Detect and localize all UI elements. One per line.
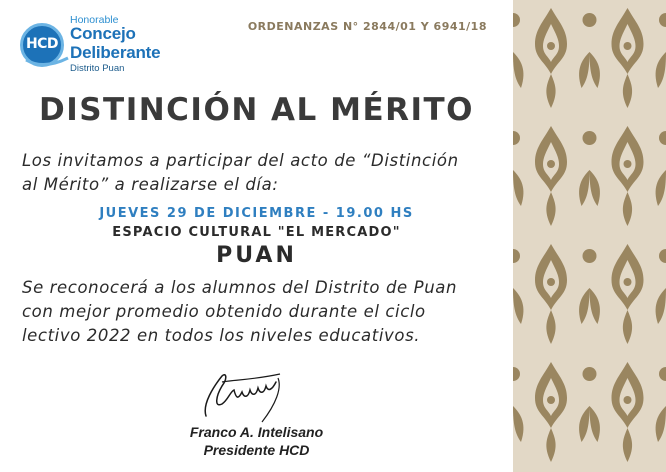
page-title: DISTINCIÓN AL MÉRITO: [38, 92, 475, 128]
intro-line-1: Los invitamos a participar del acto de “Distinción: [22, 151, 459, 170]
intro-line-2: al Mérito” a realizarse el día:: [22, 175, 279, 194]
signer-name: Franco A. Intelisano: [189, 424, 324, 440]
hcd-logo-badge-text: HCD: [25, 36, 59, 52]
handwritten-signature: [192, 364, 292, 424]
body-line-2: con mejor promedio obtenido durante el ciclo: [22, 302, 426, 321]
logo-swoosh-icon: [24, 54, 70, 70]
signer-title: Presidente HCD: [203, 442, 310, 458]
logo-concejo: Concejo: [70, 24, 136, 43]
body-line-1: Se reconocerá a los alumnos del Distrito de Puan: [22, 278, 458, 297]
body-line-3: lectivo 2022 en todos los niveles educativos.: [22, 326, 421, 345]
event-venue: ESPACIO CULTURAL "EL MERCADO": [112, 225, 401, 240]
ordinance-reference: ORDENANZAS N° 2844/01 Y 6941/18: [247, 20, 487, 33]
logo-district: Distrito Puan: [70, 63, 125, 74]
intro-paragraph: [22, 149, 492, 197]
logo-deliberante: Deliberante: [70, 43, 161, 62]
body-paragraph: [22, 276, 502, 348]
logo-honorable: Honorable: [70, 14, 119, 26]
event-city: PUAN: [216, 243, 297, 268]
hcd-logo: [20, 14, 200, 72]
damask-pattern-panel: [513, 0, 666, 472]
event-date: JUEVES 29 DE DICIEMBRE - 19.00 HS: [99, 206, 414, 221]
